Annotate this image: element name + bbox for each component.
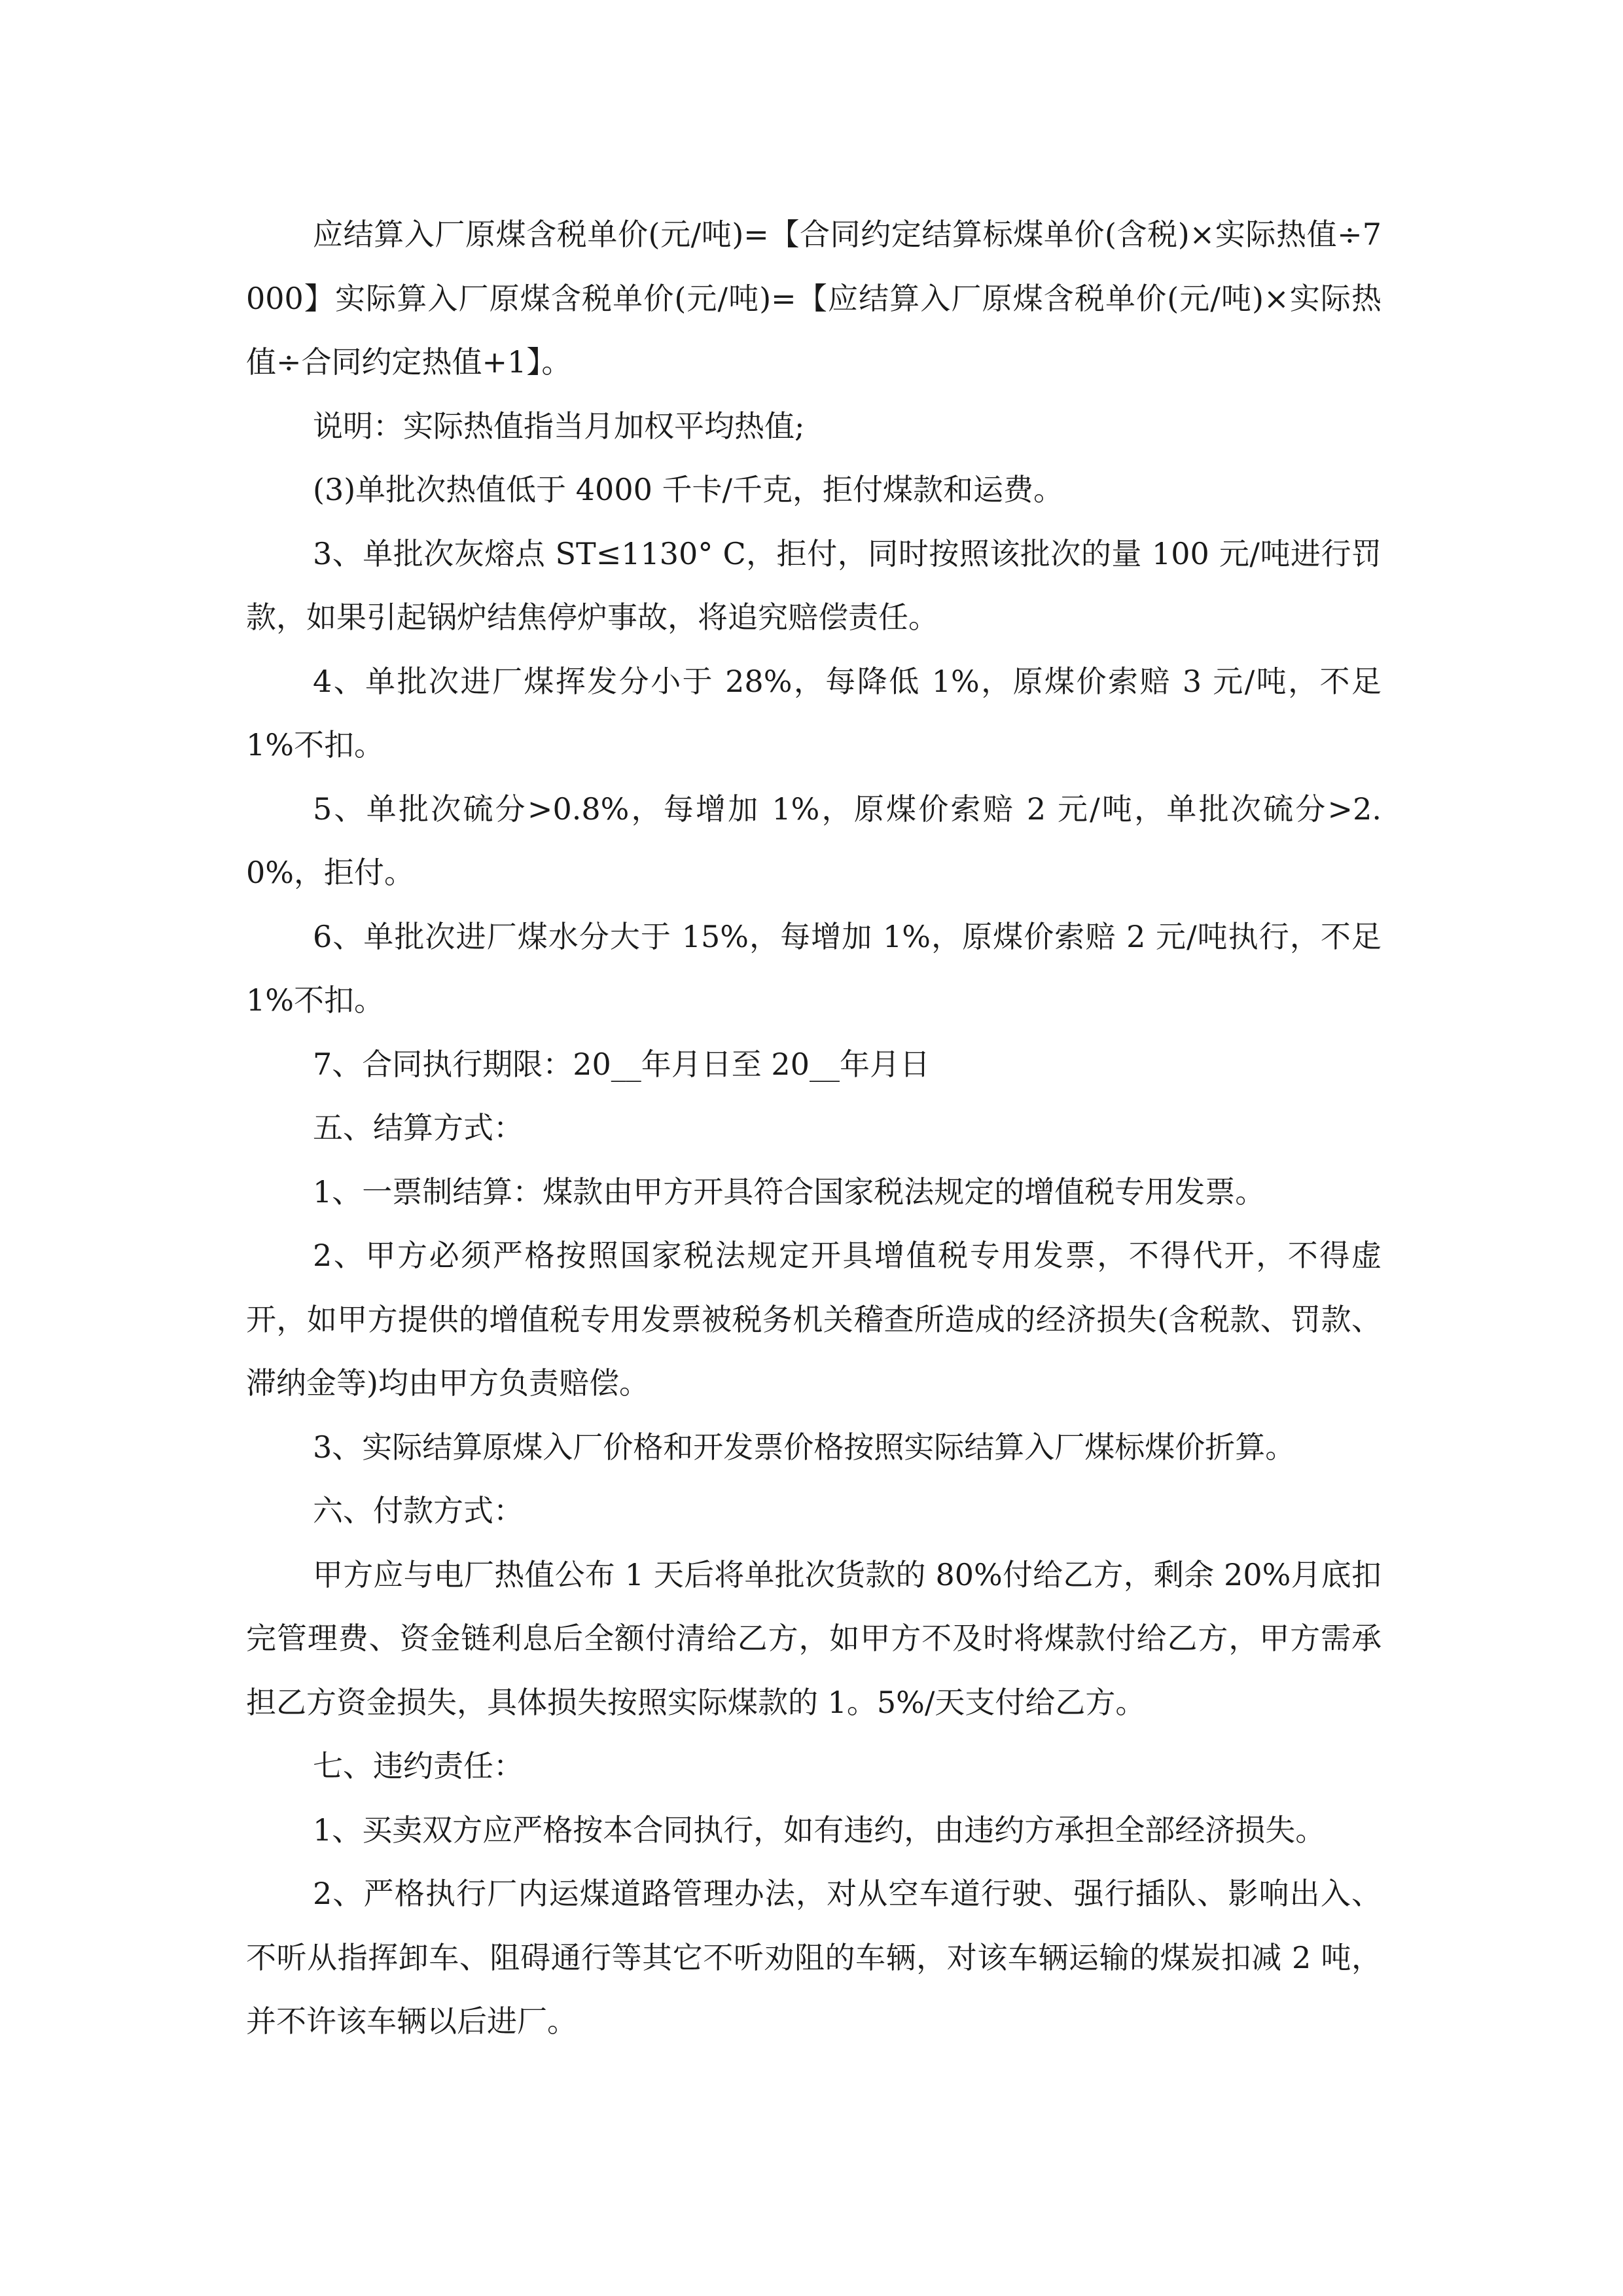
paragraph-breach: 1、买卖双方应严格按本合同执行，如有违约，由违约方承担全部经济损失。 [313, 1812, 1326, 1848]
paragraph-ash-fusion: 3、单批次灰熔点 ST≤1130° C，拒付，同时按照该批次的量 100 元/吨进行罚款，如果引起锅炉结焦停炉事故，将追究赔偿责任。 [246, 535, 1382, 635]
document-page [246, 203, 1382, 2054]
paragraph-road-management: 2、严格执行厂内运煤道路管理办法，对从空车道行驶、强行插队、影响出入、不听从指挥卸车、阻碍通行等其它不听劝阻的车辆，对该车辆运输的煤炭扣减 2 吨，并不许该车辆以后进厂。 [246, 1876, 1382, 2039]
heading-liability: 七、违约责任： [313, 1748, 524, 1784]
paragraph-sulfur: 5、单批次硫分>0.8%，每增加 1%，原煤价索赔 2 元/吨，单批次硫分>2.0%，拒付。 [246, 791, 1382, 890]
paragraph-payment-terms: 甲方应与电厂热值公布 1 天后将单批次货款的 80%付给乙方，剩余 20%月底扣完管理费、资金链利息后全额付清给乙方，如甲方不及时将煤款付给乙方，甲方需承担乙方资金损失，具体损失按照实际煤款的 1。5%/天支付给乙方。 [246, 1556, 1382, 1720]
paragraph-contract-term: 7、合同执行期限：20__年月日至 20__年月日 [313, 1046, 930, 1082]
paragraph-volatile-matter: 4、单批次进厂煤挥发分小于 28%，每降低 1%，原煤价索赔 3 元/吨，不足 1%不扣。 [246, 663, 1382, 762]
heading-settlement-method: 五、结算方式： [313, 1110, 524, 1145]
paragraph-note: 说明：实际热值指当月加权平均热值; [313, 408, 805, 444]
paragraph-invoice-settlement: 1、一票制结算：煤款由甲方开具符合国家税法规定的增值税专用发票。 [313, 1174, 1266, 1210]
paragraph-settlement-formula: 应结算入厂原煤含税单价(元/吨)=【合同约定结算标煤单价(含税)×实际热值÷7000】实际算入厂原煤含税单价(元/吨)=【应结算入厂原煤含税单价(元/吨)×实际热值÷合同约定热值+1】。 [246, 217, 1382, 380]
heading-payment-method: 六、付款方式： [313, 1493, 524, 1528]
paragraph-vat-invoice: 2、甲方必须严格按照国家税法规定开具增值税专用发票，不得代开，不得虚开，如甲方提供的增值税专用发票被税务机关稽查所造成的经济损失(含税款、罚款、滞纳金等)均由甲方负责赔偿。 [246, 1238, 1382, 1401]
paragraph-price-conversion: 3、实际结算原煤入厂价格和开发票价格按照实际结算入厂煤标煤价折算。 [313, 1429, 1296, 1465]
paragraph-moisture: 6、单批次进厂煤水分大于 15%，每增加 1%，原煤价索赔 2 元/吨执行，不足 1%不扣。 [246, 918, 1382, 1018]
paragraph-calorific-threshold: (3)单批次热值低于 4000 千卡/千克，拒付煤款和运费。 [313, 472, 1063, 507]
